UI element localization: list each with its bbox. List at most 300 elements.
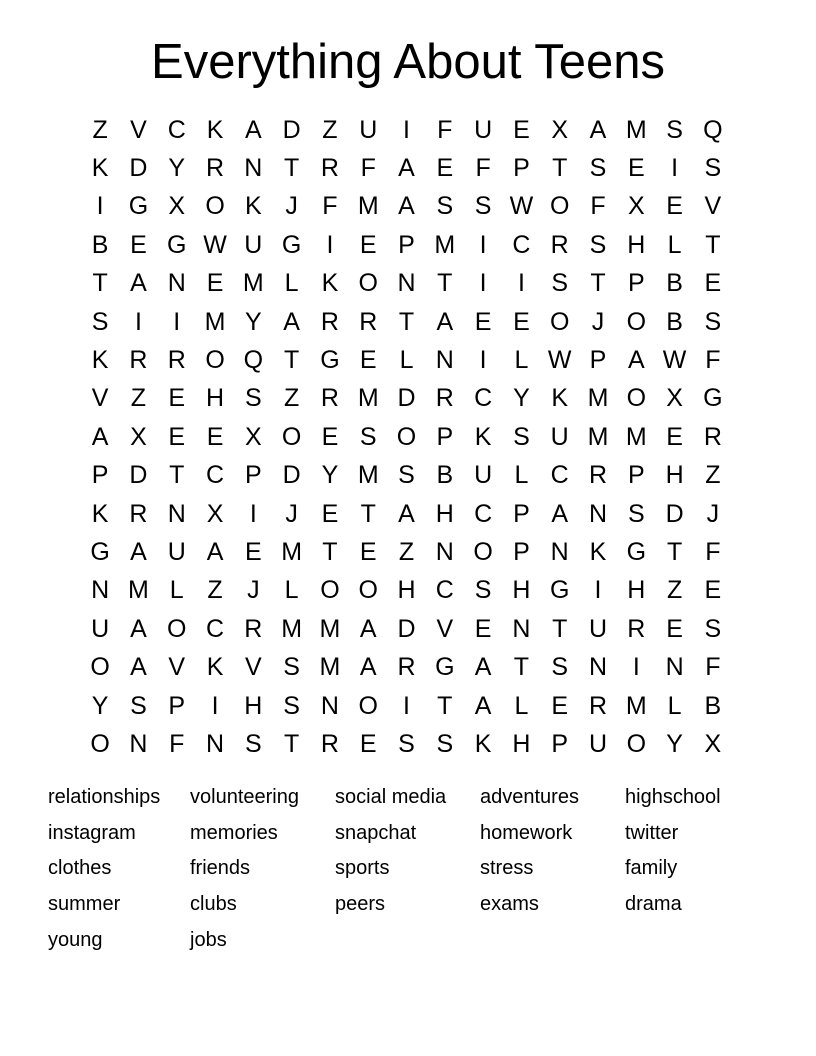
grid-letter: M [319, 614, 341, 643]
grid-letter: B [704, 691, 722, 720]
grid-letter: N [206, 729, 225, 758]
grid-letter: I [134, 307, 142, 336]
grid-letter: U [588, 729, 608, 758]
grid-letter: M [281, 537, 303, 566]
grid-letter: A [91, 422, 109, 451]
grid-letter: K [321, 269, 339, 298]
grid-letter: G [90, 537, 110, 566]
grid-letter: T [398, 307, 415, 336]
grid-letter: M [625, 422, 647, 451]
grid-letter: P [513, 499, 530, 528]
grid-letter: T [360, 499, 376, 528]
grid-letter: S [704, 154, 722, 183]
grid-letter: A [130, 614, 147, 643]
word-list-item: drama [625, 893, 682, 916]
grid-letter: N [167, 269, 186, 298]
grid-letter: F [705, 653, 721, 682]
grid-letter: J [285, 499, 298, 528]
grid-letter: U [244, 230, 263, 259]
grid-letter: O [396, 422, 417, 451]
grid-letter: N [129, 729, 148, 758]
grid-letter: U [474, 461, 493, 490]
grid-letter: I [671, 154, 679, 183]
grid-letter: O [281, 422, 302, 451]
grid-letter: N [435, 346, 454, 375]
grid-letter: S [474, 192, 492, 221]
grid-letter: R [244, 614, 263, 643]
grid-letter: E [168, 422, 186, 451]
grid-letter: Y [513, 384, 530, 413]
grid-letter: V [704, 192, 722, 221]
grid-letter: K [206, 115, 224, 144]
grid-letter: B [666, 307, 683, 336]
grid-letter: E [474, 614, 492, 643]
grid-letter: Q [703, 115, 723, 144]
grid-letter: L [514, 346, 529, 375]
grid-letter: S [283, 691, 300, 720]
grid-letter: B [436, 461, 454, 490]
grid-letter: O [473, 537, 493, 566]
grid-letter: S [244, 729, 262, 758]
word-list-item: jobs [190, 928, 227, 951]
grid-letter: C [435, 576, 454, 605]
word-list-item: instagram [48, 821, 136, 844]
word-search-grid [81, 111, 732, 764]
grid-letter: Z [705, 461, 721, 490]
grid-letter: P [627, 269, 645, 298]
grid-letter: H [512, 729, 531, 758]
grid-letter: P [589, 346, 607, 375]
grid-letter: X [130, 422, 147, 451]
grid-letter: Y [666, 729, 683, 758]
grid-letter: U [91, 614, 110, 643]
grid-letter: T [552, 614, 568, 643]
grid-letter: K [91, 346, 109, 375]
grid-letter: E [513, 307, 530, 336]
word-list-item: clubs [190, 893, 237, 916]
word-list-item: relationships [48, 786, 161, 808]
grid-letter: T [92, 269, 108, 298]
grid-letter: B [666, 269, 683, 298]
grid-letter: V [168, 653, 186, 682]
grid-letter: H [665, 461, 684, 490]
grid-letter: P [627, 461, 645, 490]
grid-letter: S [666, 115, 683, 144]
grid-letter: K [91, 499, 109, 528]
grid-letter: R [320, 729, 339, 758]
word-list-column [625, 780, 721, 923]
grid-letter: J [591, 307, 605, 336]
grid-letter: F [360, 154, 376, 183]
grid-letter: M [204, 307, 226, 336]
grid-letter: A [436, 307, 454, 336]
grid-letter: S [627, 499, 645, 528]
grid-letter: H [512, 576, 531, 605]
grid-letter: D [665, 499, 684, 528]
grid-letter: Y [321, 461, 339, 490]
grid-letter: C [512, 230, 531, 259]
grid-letter: Z [283, 384, 300, 413]
grid-letter: A [398, 192, 415, 221]
grid-letter: O [205, 346, 225, 375]
grid-letter: W [509, 192, 534, 221]
grid-letter: D [129, 154, 148, 183]
grid-letter: Y [91, 691, 109, 720]
grid-letter: N [550, 537, 569, 566]
grid-letter: I [211, 691, 219, 720]
grid-letter: F [322, 192, 338, 221]
grid-letter: R [359, 307, 378, 336]
grid-letter: N [512, 614, 531, 643]
grid-letter: O [358, 269, 378, 298]
grid-letter: O [167, 614, 187, 643]
grid-letter: M [357, 384, 379, 413]
grid-letter: E [551, 691, 569, 720]
grid-letter: O [205, 192, 225, 221]
grid-letter: S [551, 653, 569, 682]
word-list-item: social media [335, 786, 447, 808]
word-list-item: clothes [48, 857, 112, 880]
grid-letter: L [667, 691, 682, 720]
grid-letter: S [704, 307, 722, 336]
grid-letter: E [704, 576, 722, 605]
grid-letter: I [96, 192, 104, 221]
grid-letter: N [588, 653, 608, 682]
grid-letter: F [705, 346, 721, 375]
grid-letter: S [244, 384, 262, 413]
grid-letter: Y [168, 154, 186, 183]
grid-letter: M [319, 653, 341, 682]
grid-letter: O [626, 729, 647, 758]
grid-letter: E [704, 269, 722, 298]
grid-letter: E [666, 422, 683, 451]
grid-letter: I [479, 269, 487, 298]
word-list-item: homework [480, 821, 573, 844]
grid-letter: C [167, 115, 186, 144]
word-list-item: friends [190, 857, 251, 880]
grid-letter: Z [666, 576, 683, 605]
grid-letter: A [130, 653, 147, 682]
word-list [0, 780, 816, 980]
grid-letter: O [320, 576, 340, 605]
grid-letter: Z [322, 115, 338, 144]
word-list-item: highschool [625, 786, 721, 808]
grid-letter: F [475, 154, 491, 183]
grid-letter: X [627, 192, 645, 221]
grid-letter: X [704, 729, 722, 758]
grid-letter: P [398, 230, 415, 259]
grid-letter: E [666, 614, 683, 643]
grid-letter: I [403, 691, 410, 720]
grid-letter: K [244, 192, 262, 221]
word-list-column [48, 780, 160, 959]
grid-letter: E [436, 154, 454, 183]
grid-letter: H [206, 384, 225, 413]
grid-letter: Z [207, 576, 223, 605]
grid-letter: K [551, 384, 569, 413]
grid-letter: O [358, 691, 378, 720]
grid-letter: I [479, 346, 487, 375]
grid-letter: T [283, 729, 300, 758]
grid-letter: C [550, 461, 569, 490]
grid-letter: T [666, 537, 683, 566]
grid-letter: E [627, 154, 645, 183]
grid-letter: O [549, 307, 570, 336]
grid-letter: E [130, 230, 147, 259]
grid-letter: R [320, 384, 339, 413]
grid-letter: M [625, 691, 647, 720]
grid-letter: Z [130, 384, 147, 413]
grid-letter: A [589, 115, 607, 144]
grid-letter: M [128, 576, 149, 605]
grid-letter: T [283, 346, 300, 375]
grid-letter: Y [244, 307, 262, 336]
grid-letter: N [320, 691, 339, 720]
grid-letter: K [589, 537, 607, 566]
grid-letter: I [632, 653, 640, 682]
grid-letter: P [436, 422, 454, 451]
grid-letter: S [474, 576, 492, 605]
grid-letter: M [357, 461, 379, 490]
grid-letter: R [320, 307, 339, 336]
grid-letter: C [206, 461, 225, 490]
grid-letter: P [513, 154, 530, 183]
grid-letter: S [436, 192, 454, 221]
grid-letter: I [173, 307, 181, 336]
word-list-item: stress [480, 857, 534, 880]
grid-letter: P [168, 691, 186, 720]
grid-letter: U [588, 614, 608, 643]
word-list-item: snapchat [335, 821, 417, 844]
grid-letter: U [550, 422, 569, 451]
word-list-item: exams [480, 893, 539, 916]
grid-letter: S [436, 729, 454, 758]
grid-letter: Q [243, 346, 264, 375]
grid-letter: S [398, 461, 415, 490]
grid-letter: A [627, 346, 645, 375]
grid-letter: S [130, 691, 147, 720]
grid-letter: E [474, 307, 492, 336]
grid-letter: S [91, 307, 109, 336]
grid-letter: B [91, 230, 109, 259]
grid-letter: O [90, 729, 110, 758]
word-list-column [480, 780, 579, 923]
grid-letter: R [627, 614, 646, 643]
grid-letter: F [437, 115, 453, 144]
grid-letter: O [626, 307, 647, 336]
grid-letter: E [168, 384, 186, 413]
grid-letter: E [359, 729, 377, 758]
grid-letter: D [129, 461, 148, 490]
grid-letter: C [206, 614, 225, 643]
grid-letter: N [588, 499, 608, 528]
grid-letter: S [589, 230, 607, 259]
grid-letter: L [399, 346, 414, 375]
grid-letter: R [167, 346, 186, 375]
grid-letter: R [129, 346, 148, 375]
grid-letter: H [244, 691, 263, 720]
grid-letter: Z [398, 537, 415, 566]
grid-letter: R [206, 154, 225, 183]
grid-letter: V [91, 384, 109, 413]
grid-letter: G [128, 192, 149, 221]
grid-letter: X [666, 384, 683, 413]
grid-letter: E [244, 537, 262, 566]
grid-letter: N [91, 576, 110, 605]
grid-letter: T [590, 269, 606, 298]
grid-letter: N [397, 269, 416, 298]
word-list-column [190, 780, 299, 959]
grid-letter: P [91, 461, 109, 490]
grid-letter: A [359, 653, 377, 682]
grid-letter: R [397, 653, 416, 682]
grid-letter: M [434, 230, 456, 259]
grid-letter: R [435, 384, 454, 413]
grid-letter: W [662, 346, 687, 375]
grid-letter: O [90, 653, 110, 682]
grid-letter: K [206, 653, 224, 682]
grid-letter: E [206, 422, 224, 451]
grid-letter: L [514, 461, 529, 490]
grid-letter: A [551, 499, 569, 528]
grid-letter: K [474, 422, 492, 451]
grid-letter: A [130, 269, 147, 298]
grid-letter: F [169, 729, 185, 758]
grid-letter: A [359, 614, 377, 643]
grid-letter: H [397, 576, 416, 605]
grid-letter: G [626, 537, 647, 566]
grid-letter: V [244, 653, 262, 682]
grid-letter: S [589, 154, 607, 183]
grid-letter: T [437, 269, 453, 298]
grid-letter: A [130, 537, 147, 566]
grid-letter: M [281, 614, 303, 643]
grid-letter: S [551, 269, 569, 298]
grid-letter: G [703, 384, 723, 413]
grid-letter: V [436, 614, 454, 643]
grid-letter: P [513, 537, 530, 566]
grid-letter: T [513, 653, 530, 682]
puzzle-title: Everything About Teens [151, 35, 665, 89]
grid-letter: E [513, 115, 530, 144]
grid-letter: O [626, 384, 647, 413]
grid-letter: A [398, 499, 415, 528]
word-list-item: twitter [625, 821, 679, 844]
grid-letter: W [203, 230, 227, 259]
grid-letter: J [706, 499, 720, 528]
grid-letter: C [474, 384, 493, 413]
grid-letter: J [247, 576, 260, 605]
grid-letter: X [244, 422, 262, 451]
grid-letter: I [479, 230, 487, 259]
grid-letter: U [167, 537, 186, 566]
grid-letter: I [249, 499, 257, 528]
grid-letter: R [129, 499, 148, 528]
grid-letter: W [547, 346, 572, 375]
grid-letter: M [587, 384, 609, 413]
grid-letter: R [550, 230, 569, 259]
word-list-item: summer [48, 893, 121, 916]
grid-letter: G [281, 230, 302, 259]
grid-letter: T [705, 230, 721, 259]
grid-letter: A [244, 115, 262, 144]
word-list-column [335, 780, 446, 923]
word-list-item: peers [335, 893, 386, 916]
grid-letter: E [321, 499, 339, 528]
grid-letter: R [703, 422, 722, 451]
grid-letter: X [168, 192, 186, 221]
grid-letter: S [513, 422, 530, 451]
grid-letter: G [167, 230, 187, 259]
grid-letter: Z [92, 115, 108, 144]
grid-letter: G [435, 653, 455, 682]
grid-letter: T [552, 154, 568, 183]
grid-letter: A [283, 307, 300, 336]
grid-letter: F [705, 537, 721, 566]
grid-letter: K [91, 154, 109, 183]
grid-letter: T [283, 154, 300, 183]
grid-letter: R [320, 154, 339, 183]
grid-letter: A [398, 154, 415, 183]
grid-letter: S [398, 729, 415, 758]
grid-letter: N [665, 653, 684, 682]
grid-letter: G [320, 346, 340, 375]
grid-letter: E [359, 230, 377, 259]
grid-letter: D [282, 115, 301, 144]
word-list-item: volunteering [190, 786, 299, 808]
grid-letter: R [588, 461, 608, 490]
grid-letter: M [242, 269, 264, 298]
grid-letter: I [517, 269, 525, 298]
grid-letter: P [244, 461, 262, 490]
grid-letter: R [588, 691, 608, 720]
word-list-item: memories [190, 821, 278, 844]
grid-letter: N [435, 537, 454, 566]
grid-letter: U [359, 115, 378, 144]
grid-letter: I [403, 115, 410, 144]
grid-letter: X [551, 115, 569, 144]
grid-letter: N [244, 154, 263, 183]
word-list-item: young [48, 928, 103, 951]
grid-letter: O [358, 576, 378, 605]
grid-letter: T [169, 461, 185, 490]
grid-letter: H [627, 230, 646, 259]
grid-letter: C [474, 499, 493, 528]
grid-letter: L [514, 691, 529, 720]
grid-letter: I [326, 230, 334, 259]
grid-letter: E [206, 269, 224, 298]
grid-letter: S [704, 614, 722, 643]
grid-letter: A [474, 691, 492, 720]
grid-letter: V [130, 115, 147, 144]
grid-letter: E [321, 422, 339, 451]
grid-letter: P [551, 729, 569, 758]
grid-letter: E [359, 346, 377, 375]
grid-letter: M [587, 422, 609, 451]
grid-letter: E [359, 537, 377, 566]
grid-letter: L [284, 576, 299, 605]
grid-letter: A [206, 537, 224, 566]
grid-letter: F [590, 192, 606, 221]
grid-letter: I [594, 576, 602, 605]
grid-letter: D [397, 384, 416, 413]
grid-letter: H [435, 499, 454, 528]
grid-letter: L [667, 230, 682, 259]
grid-letter: J [285, 192, 298, 221]
grid-letter: E [666, 192, 683, 221]
grid-letter: N [167, 499, 186, 528]
grid-letter: D [282, 461, 301, 490]
